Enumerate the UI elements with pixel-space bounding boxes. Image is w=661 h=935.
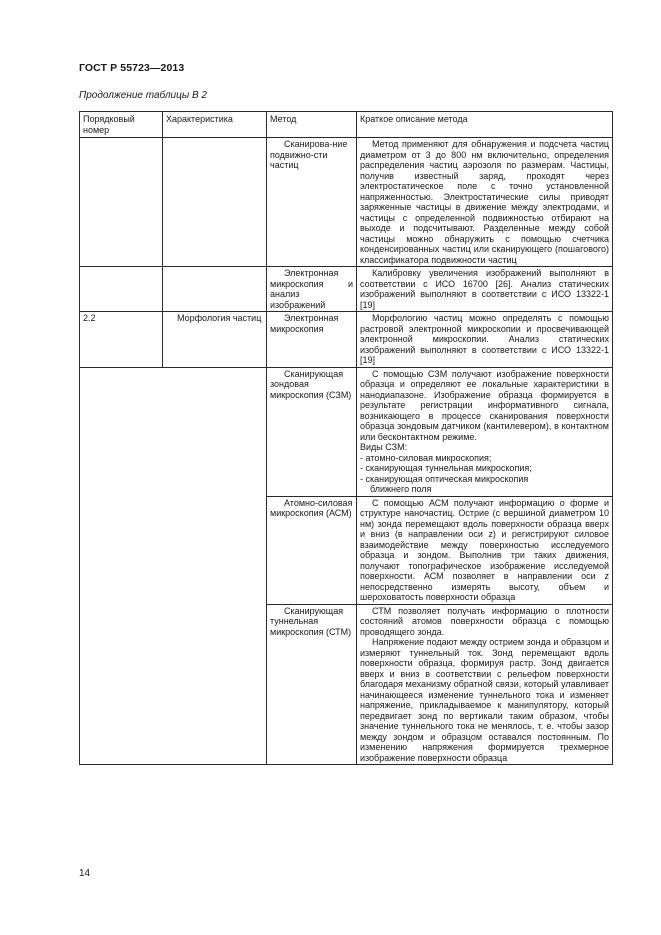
table-header-row	[80, 112, 613, 138]
row-method	[267, 138, 357, 267]
method-text: Электронная микроскопия	[270, 313, 339, 334]
method-text: Сканирующая туннельная микроскопия (СТМ)	[270, 605, 352, 637]
method-text: Сканирова-ние подвижно-сти частиц	[270, 139, 348, 170]
table-caption: Продолжение таблицы В 2	[79, 90, 207, 101]
description-line: - сканирующая туннельная микроскопия;	[360, 463, 532, 473]
column-header-method: Метод	[267, 112, 357, 138]
description-line: ближнего поля	[370, 484, 432, 494]
description-paragraph: Напряжение подают между острием зонда и образцом и измеряют туннельный ток. Зонд перемещают вдоль поверхности образца, формируя растр. Зонд двигается вверх и вниз в соответствии с рельефом поверхности благодаря механизму обратной связи, который улавливает начинающееся изменение туннельного тока и изменяет напряжение, прикладываемое к манипулятору, который передвигает зонд по вертикали таким образом, чтобы значение туннельного тока не менялось, т. е. чтобы зазор между зондом и образцом оставался постоянным. По изменению напряжения формируется трехмерное изображение поверхности образца	[360, 637, 609, 763]
description-paragraph: Метод применяют для обнаружения и подсчета частиц диаметром от 3 до 800 нм включительно, определения распределения частиц аэрозоля по размерам. Частицы, получив известный заряд, проходят через электростатическое поле с точно установленной напряженностью. Электростатические силы приводят заряженные частицы в движение между электродами, и частицы с определенной подвижностью отбирают на выходе и подсчитывают. Разделенные между собой частицы можно обнаружить с помощью счетчика конденсированных частиц или сканирующего (пошагового) классификатора подвижности частиц	[360, 139, 609, 265]
description-paragraph: Калибровку увеличения изображений выполняют в соответствии с ИСО 16700 [26]. Анализ статических изображений выполняют в соответствии с ИСО 13322-1 [19]	[360, 268, 609, 310]
row-description	[357, 312, 613, 368]
row-method	[267, 604, 357, 765]
description-line: - сканирующая оптическая микроскопия	[360, 473, 529, 484]
method-text: Электронная микроскопия и анализ изображений	[270, 268, 353, 310]
method-text: Атомно-силовая микроскопия (АСМ)	[270, 497, 353, 518]
row-description	[357, 138, 613, 267]
row-characteristic	[163, 138, 267, 267]
row-method	[267, 267, 357, 312]
document-header: ГОСТ Р 55723—2013	[79, 62, 185, 74]
row-number	[80, 138, 163, 267]
row-description	[357, 367, 613, 496]
method-text: Сканирующая зондовая микроскопия (СЗМ)	[270, 368, 352, 400]
table-row	[80, 267, 613, 312]
row-characteristic: Морфология частиц	[163, 312, 267, 368]
description-paragraph: С помощью СЗМ получают изображение поверхности образца и определяют ее локальные характеристики в нанодиапазоне. Изображение образца формируется в результате регистрации информативного сигнала, возникающего в процессе сканирования поверхности образца зондовым датчиком (кантилевером), в контактном или бесконтактном режиме.	[360, 368, 609, 442]
table-row	[80, 138, 613, 267]
row-number	[80, 267, 163, 312]
row-characteristic	[163, 267, 267, 312]
table-row	[80, 367, 613, 496]
description-paragraph: С помощью АСМ получают информацию о форме и структуре наночастиц. Острие (с вершиной диаметром 10 нм) зонда перемещают вдоль поверхности образца вверх и вниз (в направлении оси z) и регистрируют силовое взаимодействие между поверхностью исследуемого образца и зондом. Выполнив три таких движения, получают топографическое изображение исследуемой поверхности. АСМ позволяет в направлении оси z непосредственно измерять высоту, объем и шероховатость поверхности образца	[360, 497, 609, 602]
row-method	[267, 367, 357, 496]
row-number: 2.2	[80, 312, 163, 368]
description-paragraph: Морфологию частиц можно определять с помощью растровой электронной микроскопии и просвечивающей электронной микроскопии. Анализ статических изображений выполняют в соответствии с ИСО 13322-1 [19]	[360, 313, 609, 365]
page-number: 14	[79, 868, 91, 879]
column-header-number: Порядковый номер	[80, 112, 163, 138]
column-header-description: Краткое описание метода	[357, 112, 613, 138]
description-line: - атомно-силовая микроскопия;	[360, 452, 492, 463]
column-header-characteristic: Характеристика	[163, 112, 267, 138]
row-description	[357, 604, 613, 765]
row-description	[357, 496, 613, 604]
table-row	[80, 312, 613, 368]
row-method	[267, 312, 357, 368]
merged-empty-cell	[80, 367, 267, 765]
description-paragraph: СТМ позволяет получать информацию о плотности состояний атомов поверхности образца с помощью проводящего зонда.	[360, 605, 609, 637]
row-description	[357, 267, 613, 312]
description-line: Виды СЗМ:	[360, 442, 408, 452]
methods-table	[79, 111, 613, 765]
row-method	[267, 496, 357, 604]
